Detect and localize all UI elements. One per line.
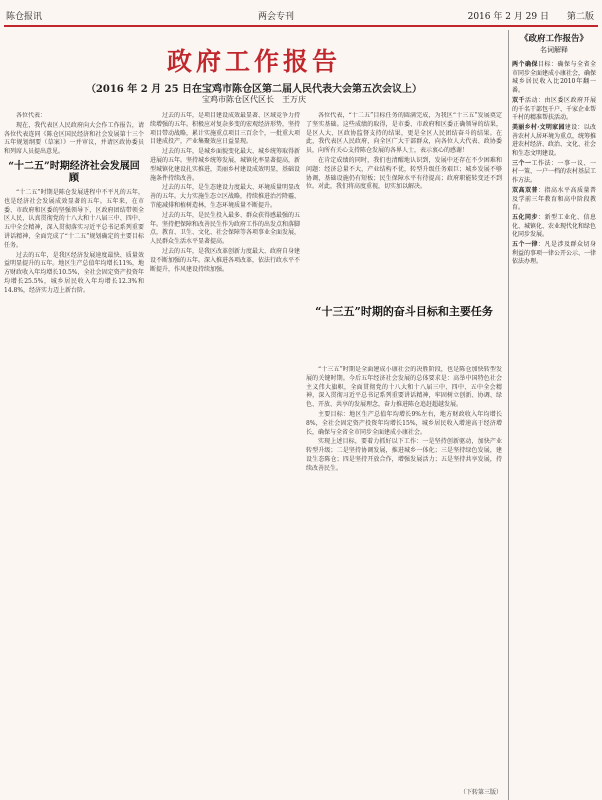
paragraph: “十三五”时期是全面建成小康社会的决胜阶段，也是陈仓加快转型发展的关键时期。今后五年经济社会发展的总体要求是：高举中国特色社会主义伟大旗帜，全面贯彻党的十八大和十八届三中、四中、五中全会精神，深入贯彻习近平总书记系列重要讲话精神，牢固树立创新、协调、绿色、开放、共享的发展理念，奋力推进陈仓追赶超越发展。 [306,366,502,409]
sidebar-subtitle: 名词解释 [540,46,568,54]
paragraph: 过去的五年，是我区改革创新力度最大、政府自身建设不断加强的五年。深入推进各项改革，依法行政水平不断提升，作风建设持续加强。 [150,247,300,273]
continued-note: （下转第三版） [459,789,502,796]
paragraph: 各位代表，“十二五”目标任务的圆满完成，为我区“十三五”发展奠定了坚实基础。这些成绩的取得，是市委、市政府和区委正确领导的结果，是区人大、区政协监督支持的结果，更是全区人民团结奋斗的结果。在此，我代表区人民政府，向全区广大干部群众，向各位人大代表、政协委员，向所有关心支持陈仓发展的各界人士，表示衷心的感谢！ [306,112,502,155]
glossary-term: 五个一律 [512,241,538,249]
glossary-entry [512,241,596,267]
glossary-entry [512,61,596,96]
article-subtitle: （2016 年 2 月 25 日在宝鸡市陈仓区第二届人民代表大会第五次会议上） [85,84,423,95]
paragraph: 现在，我代表区人民政府向大会作工作报告，请各位代表连同《陈仓区国民经济和社会发展第十三个五年规划纲要（草案）》一并审议，并请区政协委员和列席人员提出意见。 [4,121,144,156]
main-article [4,30,504,800]
newspaper-name: 陈仓报讯 [6,12,43,22]
glossary-text: 工作法：一事一议、一村一策、一户一档的农村基层工作方法。 [512,159,597,185]
paragraph: 过去的五年，是项目建设成效最显著、区域竞争力持续增强的五年。积极应对复杂多变的宏观经济形势，坚持项目带动战略，累计实施重点项目三百余个，一批重大项目建成投产，产业集聚效应日益显现。 [150,112,300,146]
glossary-text: ：凡是涉及群众切身利益的事项一律公开公示、一律依法办理。 [512,241,597,266]
article-column-2 [150,112,300,792]
article-column-3 [306,112,502,302]
article-byline: 宝鸡市陈仓区代区长 王万庆 [202,95,306,104]
glossary-term: 五化同步 [512,213,538,221]
issue-label: 两会专刊 [258,12,295,22]
glossary-term: 三个一 [512,159,532,167]
paragraph: 过去的五年，是生态建设力度最大、环境质量明显改善的五年。大力实施生态立区战略，持续推进治污降霾、节能减排和植树造林，生态环境质量不断提升。 [150,184,300,209]
section-heading-box [306,304,502,362]
paragraph: 过去的五年，是我区经济发展速度最快、质量效益明显提升的五年。地区生产总值年均增长11%，地方财政收入年均增长10.5%，全社会固定资产投资年均增长25.5%，城乡居民收入年均增长12.3%和14.8%，经济实力迈上新台阶。 [4,251,144,294]
glossary-text: ：新型工业化、信息化、城镇化、农业现代化和绿色化同步发展。 [512,213,597,239]
glossary-entry [512,97,596,123]
glossary-text: ：指高水平高质量普及学前三年教育和高中阶段教育。 [512,186,596,212]
paragraph: 过去的五年，是城乡面貌变化最大、城乡统筹取得新进展的五年。坚持城乡统筹发展，城镇化率显著提高，新型城镇化建设扎实推进，美丽乡村建设成效明显，基础设施条件持续改善。 [150,148,300,182]
glossary-entry [512,124,596,159]
glossary-list [509,61,599,267]
paragraph: 过去的五年，是民生投入最多、群众获得感最强的五年。坚持把保障和改善民生作为政府工作的出发点和落脚点，教育、卫生、文化、社会保障等各项事业全面发展，人民群众生活水平显著提高。 [150,211,300,246]
paragraph: 在肯定成绩的同时，我们也清醒地认识到，发展中还存在不少困难和问题：经济总量不大，产业结构不优，转型升级任务艰巨；城乡发展不够协调，基础设施仍有短板；民生保障水平有待提高；政府职能转变还不到位。对此，我们将高度重视，切实加以解决。 [306,156,502,191]
header-rule [4,25,598,27]
glossary-sidebar [508,30,599,800]
section-heading: “十三五”时期的奋斗目标和主要任务 [315,305,493,318]
glossary-term: 双千 [512,96,525,104]
paragraph: 主要目标：地区生产总值年均增长9%左右，地方财政收入年均增长8%，全社会固定资产投资年均增长15%，城乡居民收入增速高于经济增长，确保与全省全市同步全面建成小康社会。 [306,410,502,436]
glossary-entry [512,187,596,213]
glossary-entry [512,160,596,186]
paragraph: 各位代表： [16,112,47,119]
section-heading: “十二五”时期经济社会发展回顾 [8,160,140,184]
sidebar-title: 《政府工作报告》 [519,34,588,44]
article-title: 政府工作报告 [166,47,341,76]
article-column-3-lower [306,366,502,776]
article-column-1 [4,112,144,792]
glossary-text: 建设：以改善农村人居环境为重点，统筹推进农村经济、政治、文化、社会和生态文明建设。 [512,123,597,158]
glossary-term: 双高双普 [512,186,538,194]
paragraph: 实现上述目标，要着力抓好以下工作：一是坚持创新驱动，加快产业转型升级；二是坚持协调发展，推进城乡一体化；三是坚持绿色发展，建设生态陈仓；四是坚持开放合作，增强发展活力；五是坚持共享发展，持续改善民生。 [306,438,502,472]
glossary-entry [512,214,596,240]
glossary-term: 两个确保 [512,61,538,68]
glossary-text: 目标：确保与全省全市同步全面建成小康社会，确保城乡居民收入比2010年翻一番。 [512,61,597,95]
glossary-term: 美丽乡村·文明家园 [512,123,565,131]
page-header [0,0,602,28]
issue-date-page: 2016 年 2 月 29 日 第二版 [467,12,594,22]
glossary-text: 活动：由区委区政府开展的千名干部包千户、千家企业帮千村的精准帮扶活动。 [512,96,597,122]
paragraph: “十二五”时期是陈仓发展进程中不平凡的五年，也是经济社会发展成效显著的五年。五年来，在市委、市政府和区委的坚强领导下，区政府团结带领全区人民，认真贯彻党的十八大和十八届三中、四中、五中全会精神，深入贯彻落实习近平总书记系列重要讲话精神，全面完成了“十二五”规划确定的主要目标任务。 [4,188,144,249]
